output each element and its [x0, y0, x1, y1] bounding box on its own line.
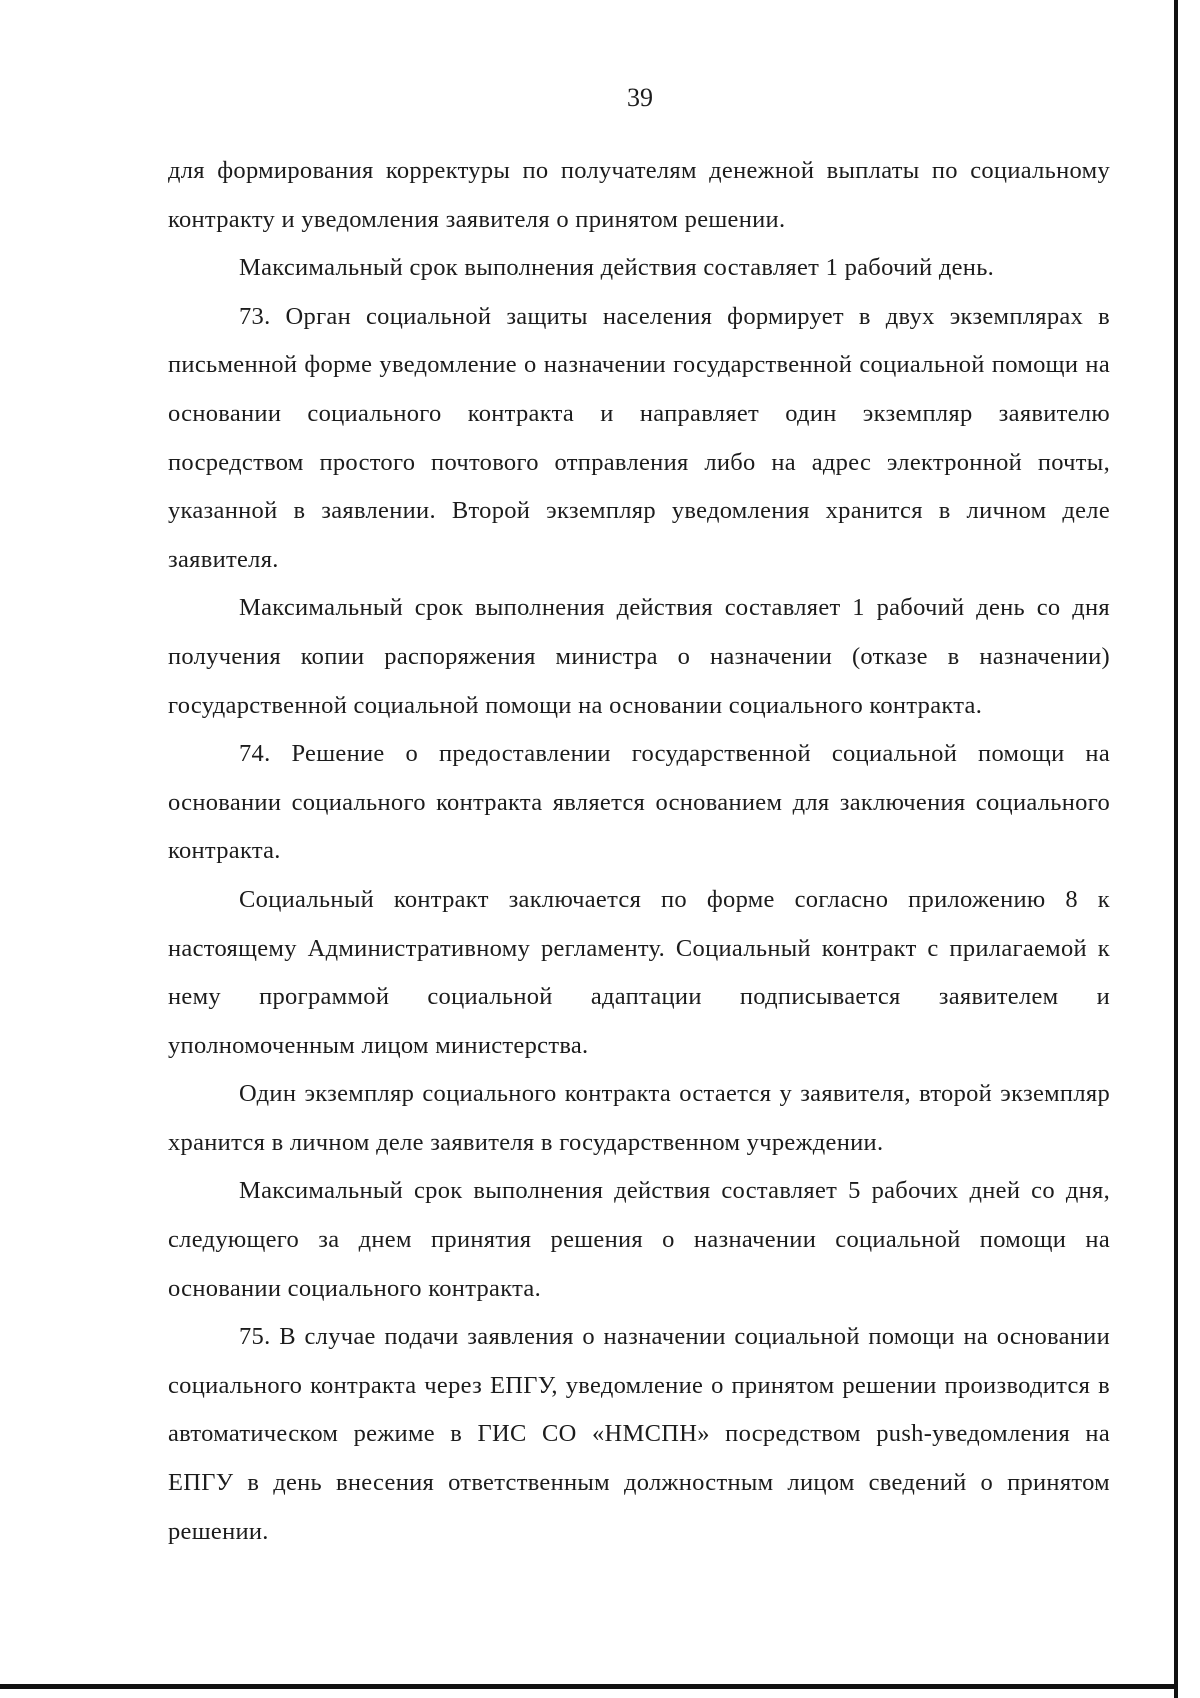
paragraph: Максимальный срок выполнения действия составляет 1 рабочий день со дня получения копии распоряжения министра о назначении (отказе в назначении) государственной социальной помощи на основании социального контракта. — [168, 594, 1110, 719]
paragraph-clause-73: 73. Орган социальной защиты населения формирует в двух экземплярах в письменной форме уведомление о назначении государственной социальной помощи на основании социального контракта и направляет один экземпляр заявителю посредством простого почтового отправления либо на адрес электронной почты, указанной в заявлении. Второй экземпляр уведомления хранится в личном деле заявителя. — [168, 302, 1110, 573]
paragraph: Максимальный срок выполнения действия составляет 5 рабочих дней со дня, следующего за днем принятия решения о назначении социальной помощи на основании социального контракта. — [168, 1177, 1110, 1302]
paragraph: Социальный контракт заключается по форме согласно приложению 8 к настоящему Административному регламенту. Социальный контракт с прилагаемой к нему программой социальной адаптации подписывается заявителем и уполномоченным лицом министерства. — [168, 885, 1110, 1059]
page-number: 39 — [627, 83, 653, 112]
scan-edge-bottom — [0, 1684, 1178, 1689]
paragraph: Один экземпляр социального контракта остается у заявителя, второй экземпляр хранится в личном деле заявителя в государственном учреждении. — [168, 1080, 1110, 1156]
scan-edge-right — [1174, 0, 1178, 1698]
paragraph: Максимальный срок выполнения действия составляет 1 рабочий день. — [239, 254, 995, 282]
paragraph-clause-74: 74. Решение о предоставлении государственной социальной помощи на основании социального контракта является основанием для заключения социального контракта. — [168, 740, 1110, 865]
paragraph-clause-75: 75. В случае подачи заявления о назначении социальной помощи на основании социального контракта через ЕПГУ, уведомление о принятом решении производится в автоматическом режиме в ГИС СО «НМСПН» посредством push-уведомления на ЕПГУ в день внесения ответственным должностным лицом сведений о принятом решении. — [168, 1323, 1110, 1545]
paragraph: для формирования корректуры по получателям денежной выплаты по социальному контракту и уведомления заявителя о принятом решении. — [168, 157, 1110, 233]
document-body — [168, 147, 1110, 1556]
